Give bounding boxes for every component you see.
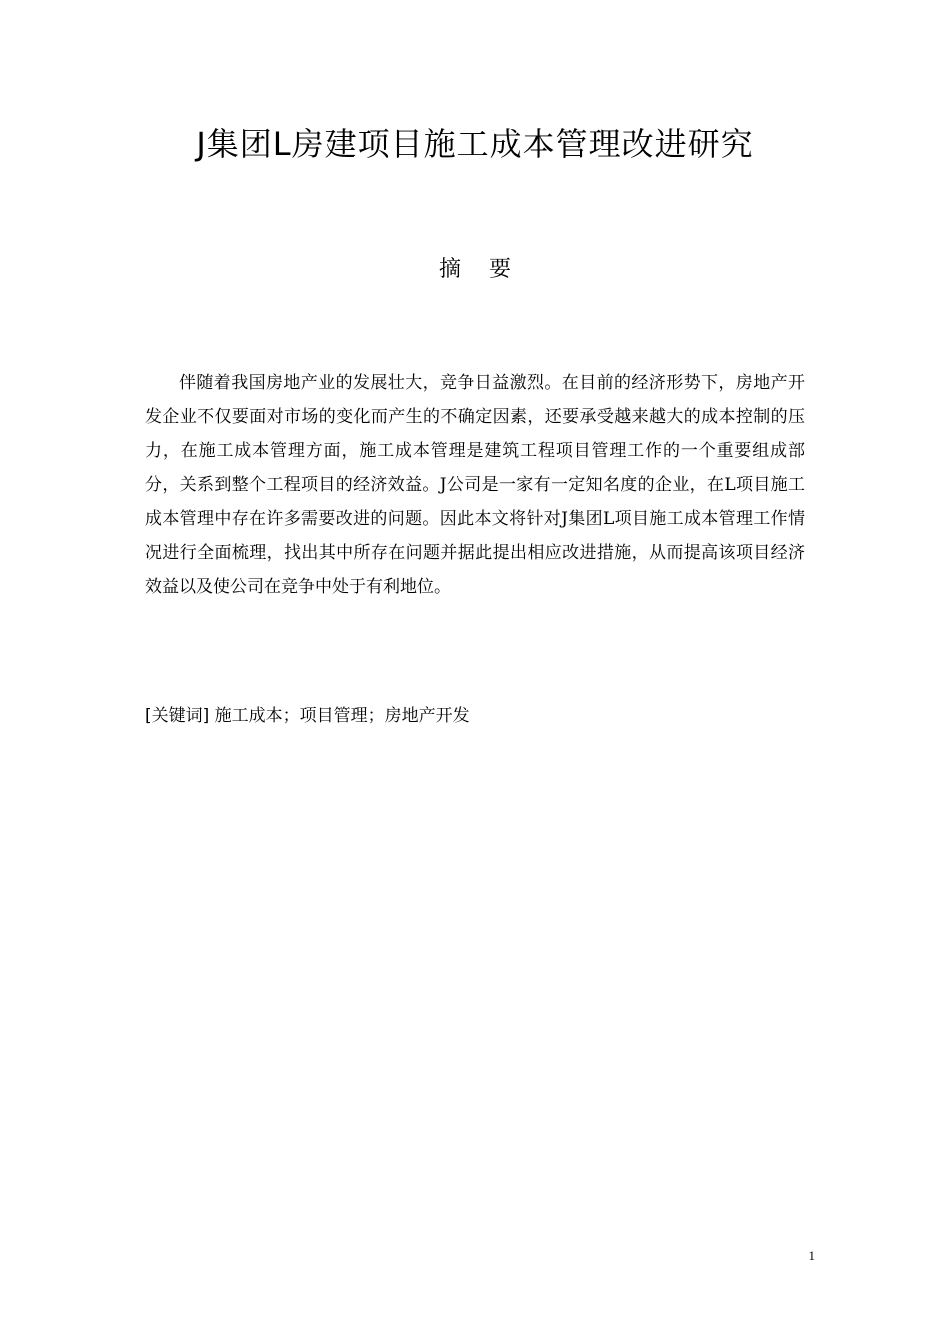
abstract-body: 伴随着我国房地产业的发展壮大，竞争日益激烈。在目前的经济形势下，房地产开发企业不仅要面对市场的变化而产生的不确定因素，还要承受越来越大的成本控制的压力，在施工成本管理方面，施工成本管理是建筑工程项目管理工作的一个重要组成部分，关系到整个工程项目的经济效益。J公司是一家有一定知名度的企业，在L项目施工成本管理中存在许多需要改进的问题。因此本文将针对J集团L项目施工成本管理工作情况进行全面梳理，找出其中所存在问题并据此提出相应改进措施，从而提高该项目经济效益以及使公司在竞争中处于有利地位。 xyxy=(145,373,805,597)
page-number: 1 xyxy=(808,1248,815,1263)
abstract-heading: 摘 要 xyxy=(439,257,511,282)
page-title: J集团L房建项目施工成本管理改进研究 xyxy=(196,125,754,163)
keywords-label: [关键词] xyxy=(145,706,210,726)
keywords-line xyxy=(145,701,805,731)
keywords-text: 施工成本；项目管理；房地产开发 xyxy=(214,706,470,726)
